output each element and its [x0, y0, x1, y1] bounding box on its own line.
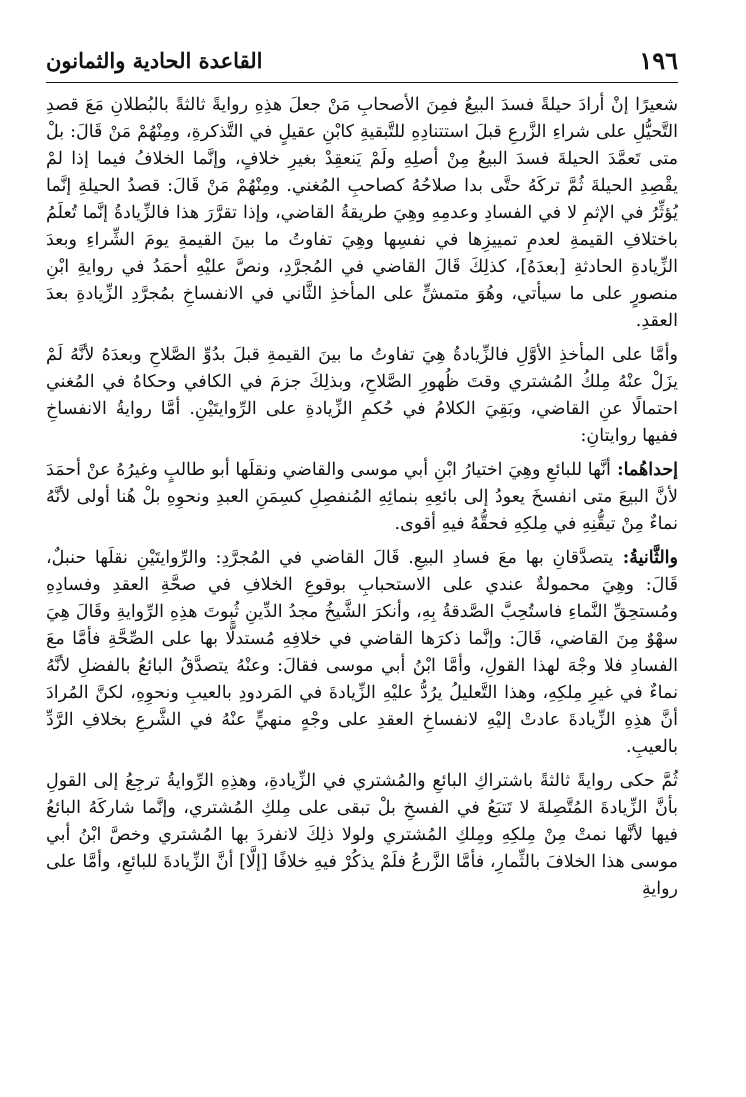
paragraph-lead: إحداهُما:: [610, 460, 679, 480]
paragraph: [46, 768, 678, 903]
paragraph-text: ثُمَّ حكى روايةً ثالثةً باشتراكِ البائعِ والمُشتري في الزِّيادةِ، وهذِهِ الرِّوايةُ ترجِعُ إلى القولِ بأنَّ الزِّيادةَ المُتَّصِلةَ لا تَتبَعُ في الفسخِ بلْ تبقى على مِلكِ المُشتري، وإنَّما شاركَهُ البائعُ فيها لأنَّها نمتْ مِنْ مِلكِهِ ومِلكِ المُشتري ولولا ذلِكَ لانفردَ بها المُشتري وخصَّ ابْنُ أبي موسى هذا الخلافَ بالثِّمارِ، فأمَّا الزَّرعُ فلَمْ يذكُرْ فيهِ خلافًا [إلَّا] أنَّ الزِّيادةَ للبائعِ، وأمَّا على روايةِ: [46, 771, 678, 899]
paragraph: [46, 545, 678, 761]
paragraph-text: وأمَّا على المأخذِ الأوَّلِ فالزِّيادةُ هِيَ تفاوتُ ما بينَ القيمةِ قبلَ بدُوِّ الصَّلاحِ وبعدَهُ لأنَّهُ لَمْ يزَلْ عنْهُ مِلكُ المُشتري وقتَ ظُهورِ الصَّلاحِ، وبذلِكَ جزمَ في الكافي وحكاهُ في المُغني احتمالًا عنِ القاضي، وبَقِيَ الكلامُ في حُكمِ الزِّيادةِ على الرِّوايتَيْنِ. أمَّا روايةُ الانفساخِ ففيها روايتانِ:: [46, 345, 678, 446]
paragraph-text: يتصدَّقانِ بها معَ فسادِ البيعِ. قَالَ القاضي في المُجرَّدِ: والرِّوايتَيْنِ نقلَها حنبلٌ، قَالَ: وهِيَ محمولةٌ عندي على الاستحبابِ بوقوعِ الخلافِ في صحَّةِ العقدِ وفسادِهِ ومُستحِقِّ النَّماءِ فاستُحِبَّ الصَّدقةُ بِهِ، وأنكرَ الشَّيخُ مجدُ الدِّينِ ثُبوتَ هذِهِ الرِّوايةِ وقَالَ هِيَ سهْوٌ مِنَ القاضي، قَالَ: وإنَّما ذكرَها القاضي في خلافِهِ مُستدلًّا بها على الصِّحَّةِ فأمَّا معَ الفسادِ فلا وجْهَ لهذا القولِ، وأمَّا ابْنُ أبي موسى فقالَ: وعنْهُ يتصدَّقُ البائعُ بالفضلِ لأنَّهُ نماءٌ في غيرِ مِلكِهِ، وهذا التَّعليلُ يرُدُّ عليْهِ الزِّيادةَ في المَردودِ بالعيبِ ونحوِهِ، لكنَّ المُرادَ أنَّ هذِهِ الزِّيادةَ عادتْ إليْهِ لانفساخِ العقدِ على وجْهٍ منهيٍّ عنْهُ في الشَّرعِ بخلافِ الرَّدِّ بالعيبِ.: [46, 548, 678, 757]
body-text: [46, 92, 678, 903]
running-title: القاعدة الحادية والثمانون: [46, 48, 263, 73]
page-number: ١٩٦: [639, 46, 678, 75]
paragraph: [46, 342, 678, 450]
page-header: [46, 42, 678, 83]
paragraph-lead: والثَّانيةُ:: [613, 548, 678, 568]
paragraph: [46, 92, 678, 335]
paragraph: [46, 457, 678, 538]
paragraph-text: أنَّها للبائعِ وهِيَ اختيارُ ابْنِ أبي موسى والقاضي ونقلَها أبو طالبٍ وغيرُهُ عنْ أحمَدَ لأنَّ البيعَ متى انفسخَ يعودُ إلى بائعِهِ بنمائِهِ المُنفصِلِ كسِمَنِ العبدِ ونحوِهِ بلْ هُنا أولى لأنَّهُ نماءٌ مِنْ تيقُّنِهِ في مِلكِهِ فحقُّهُ فيهِ أقوى.: [46, 460, 678, 534]
paragraph-text: شعيرًا إنْ أرادَ حيلةً فسدَ البيعُ فمِنَ الأصحابِ مَنْ جعلَ هذِهِ روايةً ثالثةً بالبُطلانِ مَعَ قصدِ التَّحيُّلِ على شراءِ الزَّرعِ قبلَ استتنادِهِ للتَّبقيةِ كابْنِ عقيلٍ في التَّذكرةِ، ومِنْهُمْ مَنْ قَالَ: بلْ متى تَعمَّدَ الحيلةَ فسدَ البيعُ مِنْ أصلِهِ ولَمْ يَنعقِدْ بغيرِ خلافٍ، وإنَّما الخلافُ فيما إذا لمْ يقْصِدِ الحيلةَ ثُمَّ تركَهُ حتَّى بدا صلاحُهُ كصاحبِ المُغني. ومِنْهُمْ مَنْ قَالَ: قصدُ الحيلةِ إنَّما يُؤثِّرُ في الإثمِ لا في الفسادِ وعدمِهِ وهِيَ طريقةُ القاضي، وإذا تقرَّرَ هذا فالزِّيادةُ إنَّما تُعلَمُ باختلافِ القيمةِ لعدمِ تمييزِها في نفسِها وهِيَ تفاوتُ ما بينَ القيمةِ يومَ الشِّراءِ وبعدَ الزِّيادةِ الحادثةِ [بعدَهُ]، كذلِكَ قَالَ القاضي في المُجرَّدِ، ونصَّ عليْهِ أحمَدُ في روايةِ ابْنِ منصورٍ على ما سيأتي، وهُوَ متمشٍّ على المأخذِ الثَّاني في الانفساخِ بمُجرَّدِ الزِّيادةِ بعدَ العقدِ.: [46, 95, 678, 331]
